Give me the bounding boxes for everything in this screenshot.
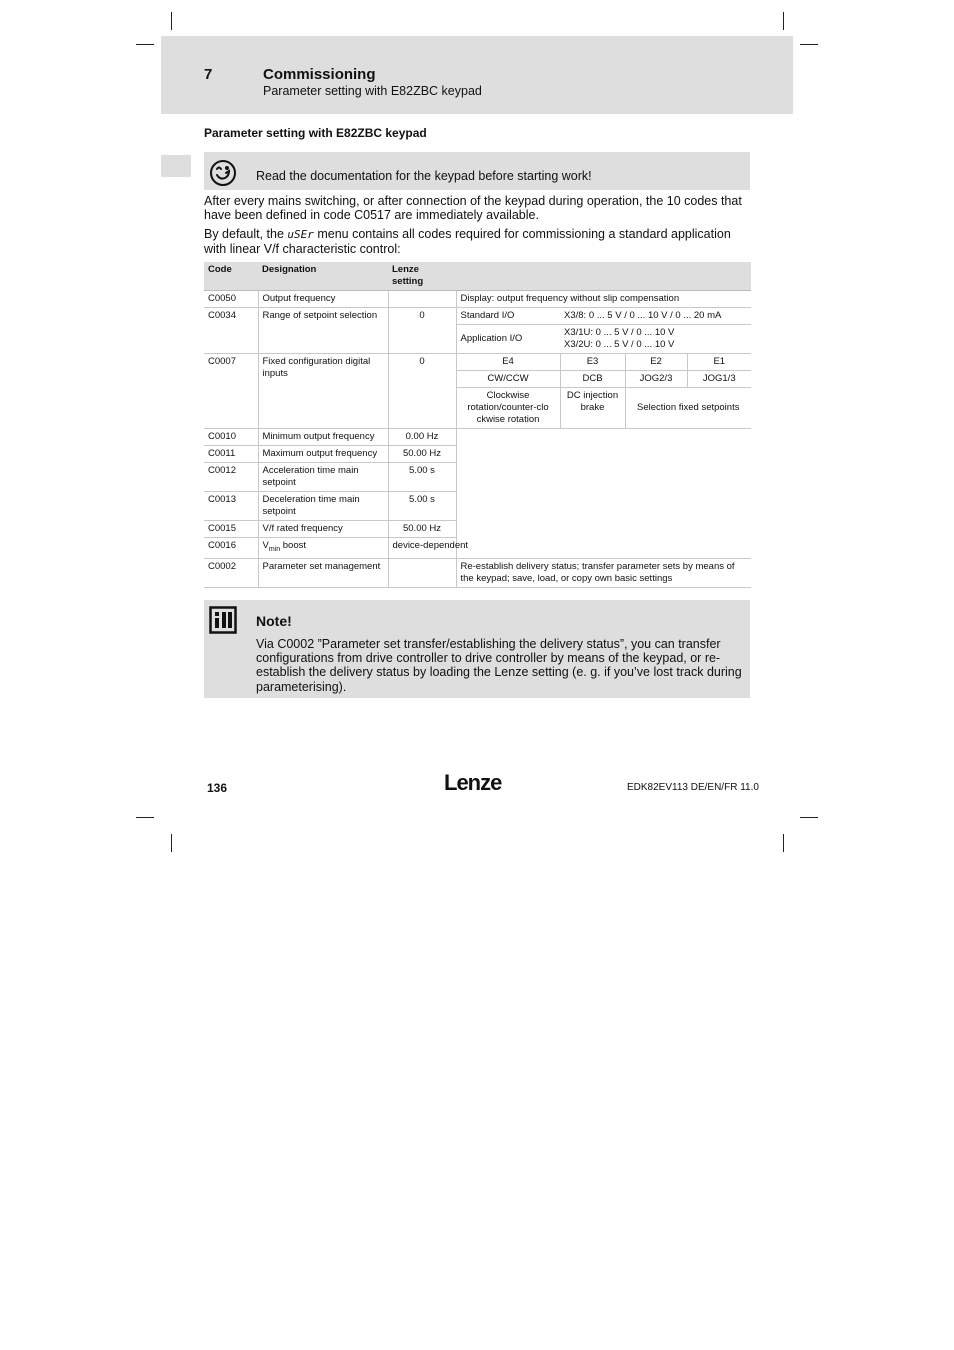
- intro-paragraph: After every mains switching, or after connection of the keypad during operation, the 10 codes that have been defined in code C0517 are immediately available.: [204, 194, 742, 222]
- table-row: CW/CCW DCB JOG2/3 JOG1/3: [204, 371, 751, 388]
- parameter-table: [204, 262, 751, 588]
- table-row: C0015 V/f rated frequency 50.00 Hz: [204, 521, 751, 538]
- crop-mark: [171, 834, 172, 852]
- note-text: Via C0002 ”Parameter set transfer/establishing the delivery status”, you can transfer configurations from drive controller to drive controller by means of the keypad, or re-establish the delivery status by loading the Lenze setting (e. g. if you’ve lost track during parameterising).: [256, 637, 742, 694]
- info-icon: [209, 606, 237, 634]
- table-row: C0013 Deceleration time main setpoint 5.00 s: [204, 492, 751, 521]
- header-lenze-setting: Lenze setting: [388, 262, 456, 291]
- chapter-number: 7: [204, 66, 213, 83]
- table-row: C0010 Minimum output frequency 0.00 Hz: [204, 429, 751, 446]
- table-row: C0050 Output frequency Display: output frequency without slip compensation: [204, 291, 751, 308]
- crop-mark: [171, 12, 172, 30]
- header-band: [161, 36, 793, 114]
- table-row: C0012 Acceleration time main setpoint 5.00 s: [204, 463, 751, 492]
- table-row: Clockwise rotation/counter-clo ckwise rotation DC injection brake Selection fixed setpoints: [204, 388, 751, 429]
- table-row: C0011 Maximum output frequency 50.00 Hz: [204, 446, 751, 463]
- crop-mark: [783, 834, 784, 852]
- table-header-row: [204, 262, 751, 291]
- chapter-title: Commissioning: [263, 66, 376, 83]
- table-row: C0007 Fixed configuration digital inputs 0 E4 E3 E2 E1: [204, 354, 751, 371]
- crop-mark: [800, 817, 818, 818]
- lenze-logo: Lenze: [444, 770, 502, 795]
- tip-text: Read the documentation for the keypad before starting work!: [256, 169, 592, 183]
- user-menu-label: uSEr: [287, 228, 314, 241]
- header-designation: Designation: [258, 262, 388, 291]
- header-code: Code: [204, 262, 258, 291]
- chapter-subtitle: Parameter setting with E82ZBC keypad: [263, 84, 482, 98]
- crop-mark: [136, 44, 154, 45]
- crop-mark: [800, 44, 818, 45]
- table-row: C0002 Parameter set management Re-establish delivery status; transfer parameter sets by means of the keypad; save, load, or copy own basic settings: [204, 558, 751, 587]
- note-title: Note!: [256, 613, 292, 629]
- page-number: 136: [207, 781, 228, 795]
- crop-mark: [136, 817, 154, 818]
- default-menu-paragraph: By default, the uSEr menu contains all codes required for commissioning a standard application with linear V/f characteristic control:: [204, 227, 731, 256]
- keypad-hand-icon: [209, 159, 237, 187]
- section-heading: Parameter setting with E82ZBC keypad: [204, 126, 427, 140]
- header-blank: [456, 262, 751, 291]
- document-id: EDK82EV113 DE/EN/FR 11.0: [627, 782, 759, 793]
- crop-mark: [783, 12, 784, 30]
- table-row: C0034 Range of setpoint selection 0 Standard I/O X3/8: 0 ... 5 V / 0 ... 10 V / 0 ... 20 mA: [204, 308, 751, 325]
- table-row: Application I/O X3/1U: 0 ... 5 V / 0 ... 10 V X3/2U: 0 ... 5 V / 0 ... 10 V: [204, 325, 751, 354]
- side-tab: [161, 155, 191, 177]
- table-row: C0016 $V_{min}$ boost device-dependent: [204, 538, 751, 559]
